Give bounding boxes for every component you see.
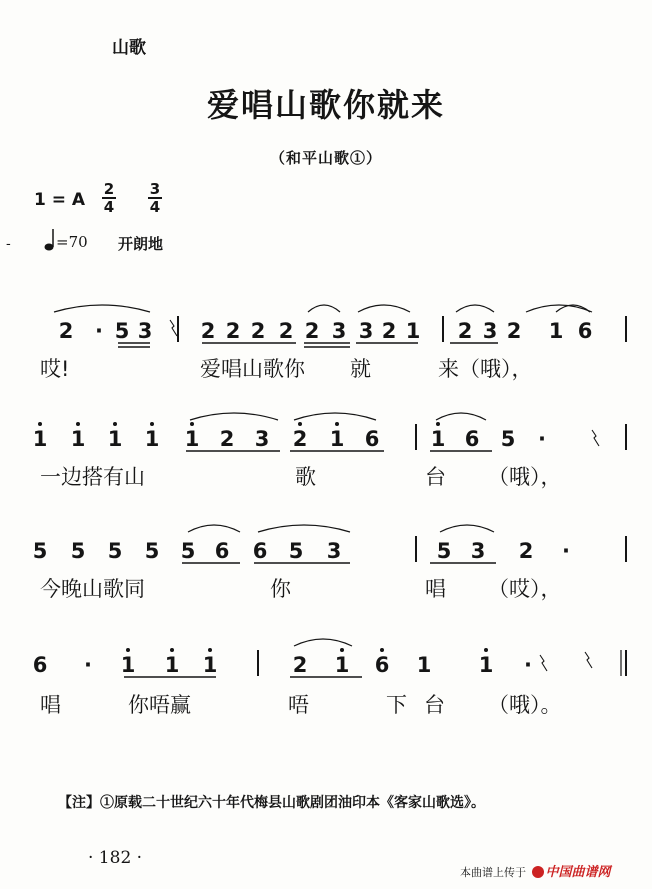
jianpu-note: 5 [107,539,123,563]
jianpu-note: 1 [548,319,564,343]
jianpu-note: 2 [250,319,266,343]
breath-mark-icon [592,430,599,446]
octave-dot-high [208,648,212,652]
site-logo-icon [532,866,544,878]
slur [456,305,494,312]
jianpu-note: 3 [470,539,486,563]
footnote: 【注】①原载二十世纪六十年代梅县山歌剧团油印本《客家山歌选》。 [58,795,485,811]
lyric-text: （哦）。 [488,693,562,717]
jianpu-note: 1 [164,653,180,677]
lyric-text: 歌 [295,465,316,489]
jianpu-note: 1 [405,319,421,343]
jianpu-note: 5 [70,539,86,563]
jianpu-note: 1 [478,653,494,677]
jianpu-note: 6 [577,319,593,343]
jianpu-note: 2 [506,319,522,343]
lyric-text: 就 [350,357,371,381]
jianpu-note: 6 [364,427,380,451]
subtitle-text: （和平山歌 [269,149,350,167]
octave-dot-high [436,422,440,426]
jianpu-note: 3 [137,319,153,343]
jianpu-note: 1 [329,427,345,451]
octave-dot-high [340,648,344,652]
slur [440,525,494,532]
slur [308,305,340,312]
breath-mark-icon [540,655,547,671]
jianpu-note: 6 [374,653,390,677]
site-brand: 中国曲谱网 [545,865,611,880]
octave-dot-high [298,422,302,426]
jianpu-note: 3 [254,427,270,451]
jianpu-note: 5 [436,539,452,563]
jianpu-note: 1 [202,653,218,677]
lyric-text: 台 [425,465,446,489]
key-signature: 1 = A [34,190,86,210]
jianpu-note: 1 [430,427,446,451]
jianpu-note: 2 [200,319,216,343]
jianpu-note: 5 [114,319,130,343]
tempo-mark: =70 [56,233,88,251]
time-sig-top: 3 [149,180,161,198]
octave-dot-high [38,422,42,426]
lyric-text: （哦）， [488,465,562,489]
jianpu-note: 3 [358,319,374,343]
jianpu-note: 1 [70,427,86,451]
subtitle-close: ） [366,149,383,167]
score-lines [33,316,626,677]
breath-mark-icon [585,652,592,668]
jianpu-note: 3 [331,319,347,343]
jianpu-note: 2 [292,427,308,451]
jianpu-note: 2 [381,319,397,343]
lyric-text: 爱唱山歌你 [200,357,305,381]
lyric-text: （哎）， [488,577,562,601]
jianpu-note: 5 [32,539,48,563]
jianpu-note: 1 [144,427,160,451]
upload-prefix: 本曲谱上传于 [460,866,526,879]
jianpu-note: 2 [278,319,294,343]
lyric-text: 唱 [425,577,446,601]
expression-mark: 开朗地 [118,235,164,253]
dot-extension: · [538,427,546,451]
jianpu-note: 2 [225,319,241,343]
jianpu-note: 1 [107,427,123,451]
jianpu-note: 1 [184,427,200,451]
breath-mark-icon [170,320,177,336]
subtitle-footnote-mark: ① [349,149,366,167]
octave-dot-high [190,422,194,426]
dot-extension: · [524,653,532,677]
slur [436,413,486,420]
lyric-text: 来（哦）， [438,357,533,381]
dot-extension: · [95,319,103,343]
time-sig-bottom: 4 [149,198,161,216]
slur [188,525,240,532]
lyric-text: 你 [270,577,291,601]
jianpu-note: 1 [120,653,136,677]
jianpu-note: 2 [58,319,74,343]
jianpu-note: 3 [326,539,342,563]
octave-dot-high [484,648,488,652]
jianpu-note: 6 [32,653,48,677]
dot-extension: · [562,539,570,563]
octave-dot-high [335,422,339,426]
jianpu-note: 6 [252,539,268,563]
octave-dot-high [170,648,174,652]
lyric-text: 哎! [40,357,70,381]
slur [258,525,350,532]
lyric-text: 一边搭有山 [40,465,145,489]
jianpu-note: 5 [144,539,160,563]
slur [54,305,150,312]
dot-extension: · [84,653,92,677]
time-sig-top: 2 [103,180,115,198]
slur [358,305,410,312]
octave-dot-high [113,422,117,426]
jianpu-note: 2 [457,319,473,343]
slur [294,413,376,420]
jianpu-note: 5 [288,539,304,563]
jianpu-note: 1 [334,653,350,677]
octave-dot-high [126,648,130,652]
lyric-text: 唱 [40,693,61,717]
jianpu-note: 5 [180,539,196,563]
jianpu-note: 2 [304,319,320,343]
upload-credit [460,861,611,880]
lyric-text: 下 [386,693,407,717]
jianpu-note: 5 [500,427,516,451]
jianpu-note: 3 [482,319,498,343]
jianpu-note: 6 [464,427,480,451]
lyric-text: 你唔赢 [128,693,191,717]
lyric-text: 台 [424,693,445,717]
jianpu-note: 6 [214,539,230,563]
lyric-text: 今晚山歌同 [40,577,145,601]
genre-label: 山歌 [112,38,146,58]
song-title: 爱唱山歌你就来 [206,86,445,124]
lyric-text: 唔 [288,693,309,717]
jianpu-note: 2 [518,539,534,563]
slur [190,413,278,420]
time-sig-bottom: 4 [103,198,115,216]
slur [294,639,352,646]
page-number: · 182 · [88,848,143,868]
octave-dot-high [76,422,80,426]
jianpu-note: 2 [292,653,308,677]
jianpu-note: 2 [219,427,235,451]
octave-dot-high [150,422,154,426]
octave-dot-high [380,648,384,652]
jianpu-note: 1 [416,653,432,677]
slur [526,305,592,312]
jianpu-note: 1 [32,427,48,451]
margin-mark: - [6,236,11,252]
